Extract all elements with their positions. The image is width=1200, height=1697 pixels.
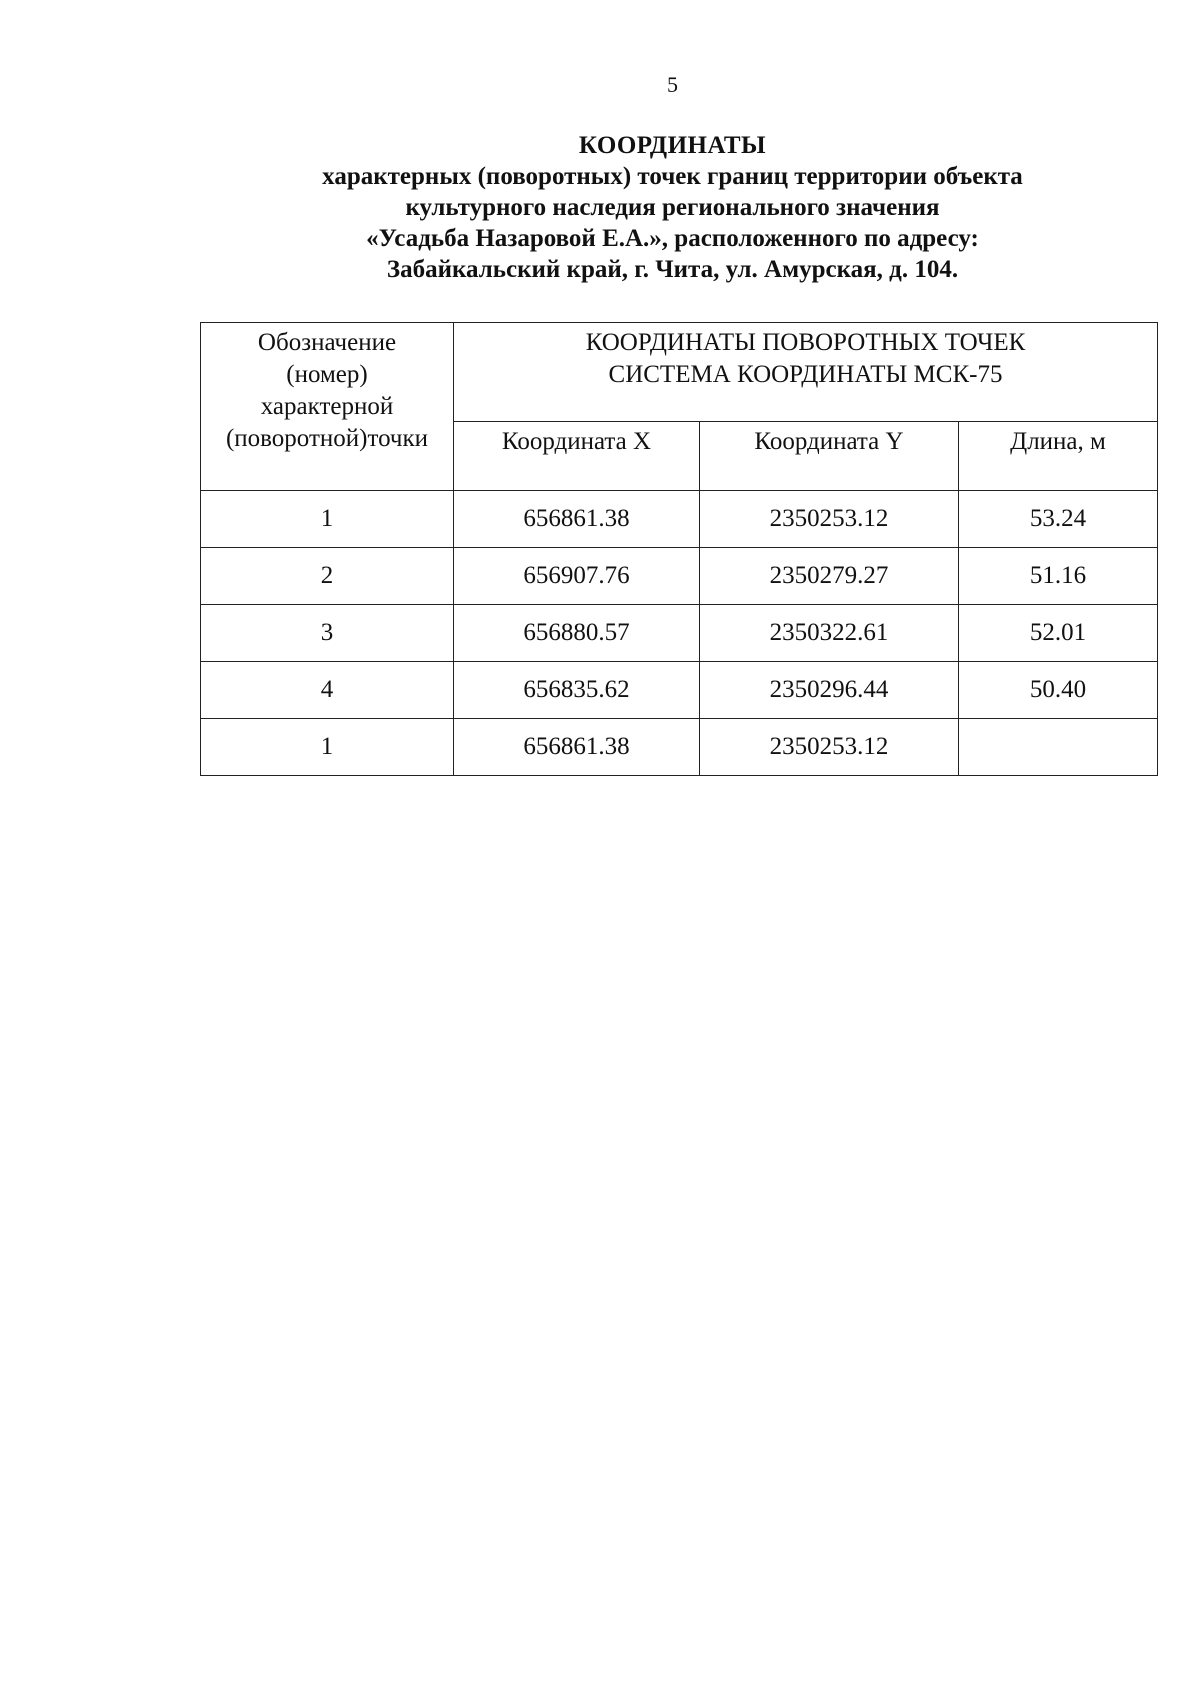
cell-length: 50.40 bbox=[959, 662, 1158, 719]
cell-x: 656861.38 bbox=[454, 491, 700, 548]
title-line-1: характерных (поворотных) точек границ территории объекта bbox=[322, 163, 1023, 190]
point-header-line-1: Обозначение bbox=[257, 329, 397, 356]
cell-point: 2 bbox=[201, 548, 454, 605]
point-header-line-2: (номер) bbox=[286, 361, 368, 388]
table-row bbox=[201, 605, 1158, 662]
cell-length: 53.24 bbox=[959, 491, 1158, 548]
cell-y: 2350253.12 bbox=[700, 491, 959, 548]
cell-point: 1 bbox=[201, 719, 454, 776]
title-main: КООРДИНАТЫ bbox=[578, 132, 767, 159]
table-header-row bbox=[201, 323, 1158, 422]
title-line-2: культурного наследия регионального значения bbox=[405, 194, 940, 221]
cell-y: 2350296.44 bbox=[700, 662, 959, 719]
point-header-line-3: характерной bbox=[260, 393, 394, 420]
cell-point: 1 bbox=[201, 491, 454, 548]
cell-x: 656835.62 bbox=[454, 662, 700, 719]
cell-point: 3 bbox=[201, 605, 454, 662]
column-header-x: Координата X bbox=[454, 422, 700, 491]
document-title bbox=[200, 130, 1145, 285]
point-designation-header bbox=[201, 323, 454, 491]
column-header-length: Длина, м bbox=[959, 422, 1158, 491]
group-header-line-1: КООРДИНАТЫ ПОВОРОТНЫХ ТОЧЕК bbox=[585, 329, 1026, 356]
point-header-line-4: (поворотной)точки bbox=[225, 425, 429, 452]
table-row bbox=[201, 719, 1158, 776]
cell-point: 4 bbox=[201, 662, 454, 719]
title-line-4: Забайкальский край, г. Чита, ул. Амурская, д. 104. bbox=[386, 256, 959, 283]
cell-y: 2350279.27 bbox=[700, 548, 959, 605]
page-number: 5 bbox=[667, 72, 678, 97]
cell-y: 2350253.12 bbox=[700, 719, 959, 776]
table-row bbox=[201, 548, 1158, 605]
group-header-line-2: СИСТЕМА КООРДИНАТЫ МСК-75 bbox=[608, 361, 1003, 388]
coordinates-table bbox=[200, 322, 1158, 776]
cell-x: 656907.76 bbox=[454, 548, 700, 605]
table-row bbox=[201, 491, 1158, 548]
title-line-3: «Усадьба Назаровой Е.А.», расположенного по адресу: bbox=[366, 225, 979, 252]
cell-x: 656861.38 bbox=[454, 719, 700, 776]
table-row bbox=[201, 662, 1158, 719]
column-header-y: Координата Y bbox=[700, 422, 959, 491]
cell-length bbox=[959, 719, 1158, 776]
cell-length: 52.01 bbox=[959, 605, 1158, 662]
cell-y: 2350322.61 bbox=[700, 605, 959, 662]
cell-x: 656880.57 bbox=[454, 605, 700, 662]
coordinates-group-header bbox=[454, 323, 1158, 422]
cell-length: 51.16 bbox=[959, 548, 1158, 605]
